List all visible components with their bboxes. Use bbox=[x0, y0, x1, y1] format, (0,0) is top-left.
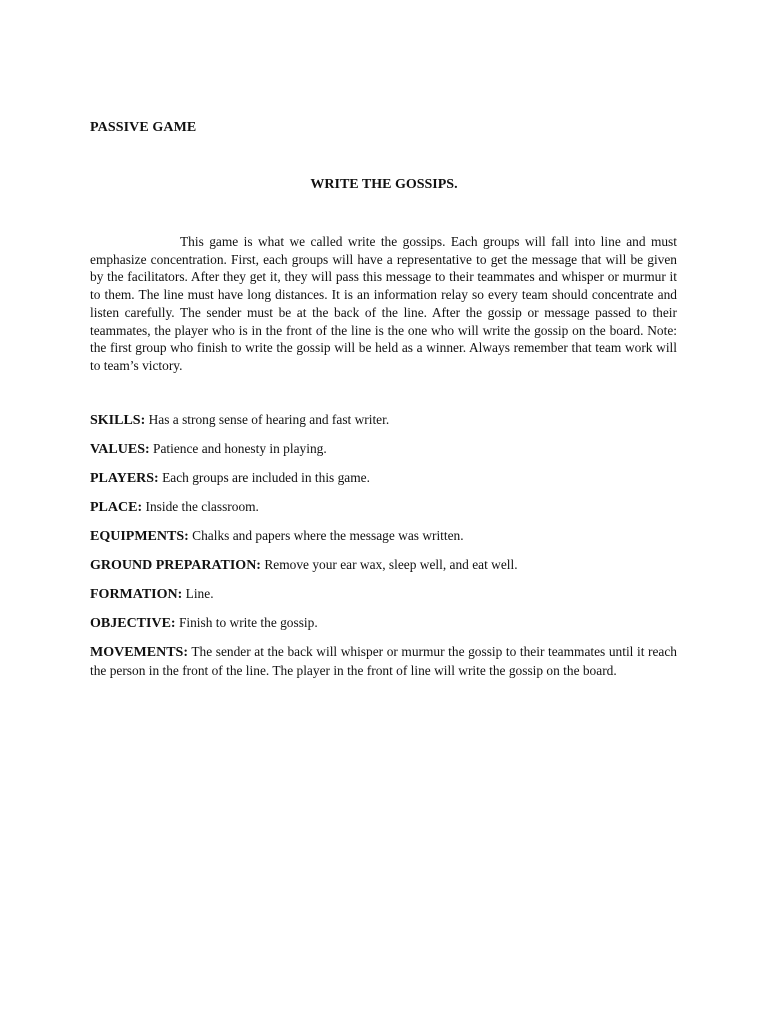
movements-item bbox=[90, 643, 677, 679]
ground-preparation-text: Remove your ear wax, sleep well, and eat well. bbox=[264, 557, 518, 572]
skills-item bbox=[90, 411, 677, 430]
players-text: Each groups are included in this game. bbox=[162, 470, 370, 485]
movements-text: The sender at the back will whisper or murmur the gossip to their teammates until it reach the person in the front of the line. The player in the front of line will write the gossip on the board. bbox=[90, 644, 677, 678]
players-item bbox=[90, 469, 677, 488]
formation-label: FORMATION: bbox=[90, 587, 183, 602]
values-text: Patience and honesty in playing. bbox=[153, 441, 327, 456]
formation-item bbox=[90, 585, 677, 604]
players-label: PLAYERS: bbox=[90, 471, 159, 486]
skills-text: Has a strong sense of hearing and fast writer. bbox=[148, 412, 390, 427]
movements-label: MOVEMENTS: bbox=[90, 645, 188, 660]
equipments-label: EQUIPMENTS: bbox=[90, 529, 189, 544]
objective-item bbox=[90, 614, 677, 633]
values-label: VALUES: bbox=[90, 442, 150, 457]
formation-text: Line. bbox=[185, 586, 214, 601]
document-heading: PASSIVE GAME bbox=[90, 120, 197, 135]
equipments-text: Chalks and papers where the message was written. bbox=[192, 528, 464, 543]
values-item bbox=[90, 440, 677, 459]
game-title: WRITE THE GOSSIPS. bbox=[310, 177, 458, 192]
place-text: Inside the classroom. bbox=[145, 499, 259, 514]
equipments-item bbox=[90, 527, 677, 546]
place-item bbox=[90, 498, 677, 517]
ground-preparation-label: GROUND PREPARATION: bbox=[90, 558, 261, 573]
objective-label: OBJECTIVE: bbox=[90, 616, 176, 631]
place-label: PLACE: bbox=[90, 500, 143, 515]
game-details bbox=[90, 411, 677, 690]
intro-paragraph: This game is what we called write the gossips. Each groups will fall into line and must emphasize concentration. First, each groups will have a representative to get the message that will be given by the facilitators. After they get it, they will pass this message to their teammates and whisper or murmur it to them. The line must have long distances. It is an information relay so every team should concentrate and listen carefully. The sender must be at the back of the line. After the gossip or message passed to their teammates, the player who is in the front of the line is the one who will write the gossip on the board. Note: the first group who finish to write the gossip will be held as a winner. Always remember that team work will to team’s victory. bbox=[90, 234, 677, 373]
ground-preparation-item bbox=[90, 556, 677, 575]
skills-label: SKILLS: bbox=[90, 413, 146, 428]
objective-text: Finish to write the gossip. bbox=[178, 615, 318, 630]
